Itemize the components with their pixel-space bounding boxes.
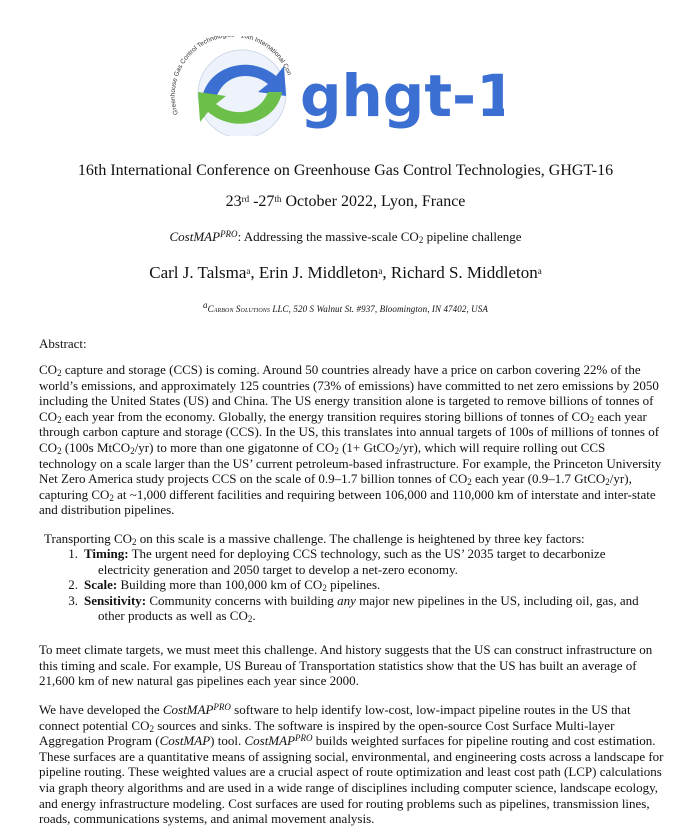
date-sep: -: [249, 193, 259, 210]
factor-label: Sensitivity:: [84, 592, 147, 608]
author-name: Erin J. Middleton: [258, 263, 379, 282]
list-number: 1.: [68, 546, 78, 561]
title-sub: 2: [418, 235, 424, 245]
ghgt-logo-graphic: [164, 36, 504, 136]
abstract-paragraph-3: To meet climate targets, we must meet this challenge. And history suggests that the US can construct infrastructure on this timing and scale. For example, US Bureau of Transportation statistics show that the US has built an average of 21,600 km of new natural gas pipelines each year since 2000.: [39, 642, 653, 689]
affiliation-address: , 520 S Walnut St. #937, Bloomington, IN 47402, USA: [288, 304, 488, 314]
affiliation-mark: a: [203, 300, 208, 310]
list-number: 2.: [68, 577, 78, 593]
title-rest-b: pipeline challenge: [423, 229, 522, 244]
factor-label: Scale:: [84, 577, 118, 593]
author-sep: ,: [250, 263, 259, 282]
software-name: CostMAP: [169, 229, 221, 244]
factor-label: Timing:: [84, 546, 129, 561]
affiliation-org: Carbon Solutions LLC: [207, 304, 289, 314]
ghgt-logo: [164, 36, 504, 136]
author-list: [0, 263, 691, 283]
list-item: 2. Scale: Building more than 100,000 km of $CO_2$ pipelines.: [44, 577, 664, 593]
start-day: 23: [225, 193, 242, 210]
abstract-heading: Abstract:: [39, 336, 87, 351]
title-rest-a: : Addressing the massive-scale CO: [237, 229, 419, 244]
conference-name: 16th International Conference on Greenhouse Gas Control Technologies, GHGT-16: [77, 162, 614, 179]
list-item: 1. Timing: The urgent need for deploying CCS technology, such as the US’ 2035 target to decarbonize electricity generation and 2050 target to develop a net-zero economy.: [44, 546, 664, 577]
paper-title: [0, 229, 691, 245]
author-name: Carl J. Talsma: [149, 263, 247, 282]
end-day: 27: [258, 193, 275, 210]
author-sep: ,: [382, 263, 391, 282]
abstract-paragraph-4: We have developed the CostMAP$^{PRO}$ software to help identify low-cost, low-impact pipeline routes in the US that connect potential $CO_2$ sources and sinks. The software is inspired by the open-source Cost Surface Multi-layer Aggregation Program (CostMAP) tool. CostMAP$^{PRO}$ builds weighted surfaces for pipeline routing and cost estimation. These surfaces are a quantitative means of assigning social, environmental, and engineering costs across a landscape for pipeline routing. These weighted values are a crucial aspect of route optimization and least cost path (LCP) calculations via graph theory algorithms and are used in a wide range of disciplines including computer science, landscape ecology, and energy infrastructure modeling. Cost surfaces are used for routing problems such as pipelines, transmission lines, roads, communications systems, and animal movement analysis.: [39, 702, 664, 827]
conference-dates: [0, 193, 691, 211]
list-item: 3. Sensitivity: Community concerns with building any major new pipelines in the US, including oil, gas, and other products as well as $CO_2$.: [44, 593, 664, 624]
date-rest: October 2022, Lyon, France: [281, 193, 466, 210]
logo-ring-text: Greenhouse Gas Control Technolo 16th International Con: [169, 36, 293, 116]
end-suffix: th: [274, 194, 282, 204]
start-suffix: rd: [241, 194, 250, 204]
author-mark: a: [246, 266, 251, 276]
abstract-paragraph-1: $CO_2$ capture and storage (CCS) is coming. Around 50 countries already have a price on carbon covering 22% of the world’s emissions, and approximately 125 countries (73% of emissions) have committed to net zero emissions by 2050 including the United States (US) and China. The US energy transition alone is targeted to remove billions of tonnes of $CO_2$ each year from the economy. Globally, the energy transition requires storing billions of tonnes of $CO_2$ each year through carbon capture and storage (CCS). In the US, this translates into annual targets of 100s of millions of tonnes of $CO_2$ (100s MtCO$_2$/yr) to more than one gigatonne of $CO_2$ (1+ GtCO$_2$/yr), which will require rolling out CCS technology on a scale larger than the US’ current petroleum-based infrastructure. For example, the Princeton University Net Zero America study projects CCS on the scale of 0.9–1.7 billion tonnes of $CO_2$ each year (0.9–1.7 GtCO$_2$/yr), capturing $CO_2$ at ~1,000 different facilities and requiring between 106,000 and 110,000 km of interstate and inter-state and distribution pipelines.: [39, 362, 662, 518]
key-factors-list: [44, 546, 664, 624]
software-sup: PRO: [220, 229, 238, 239]
affiliation: [0, 300, 691, 314]
logo-wordmark: ghgt-1: [300, 62, 504, 130]
author-name: Richard S. Middleton: [390, 263, 538, 282]
author-mark: a: [378, 266, 383, 276]
list-number: 3.: [68, 592, 78, 608]
abstract-paragraph-2-intro: Transporting $CO_2$ on this scale is a massive challenge. The challenge is heightened by three key factors:: [44, 531, 585, 547]
author-mark: a: [537, 266, 542, 276]
